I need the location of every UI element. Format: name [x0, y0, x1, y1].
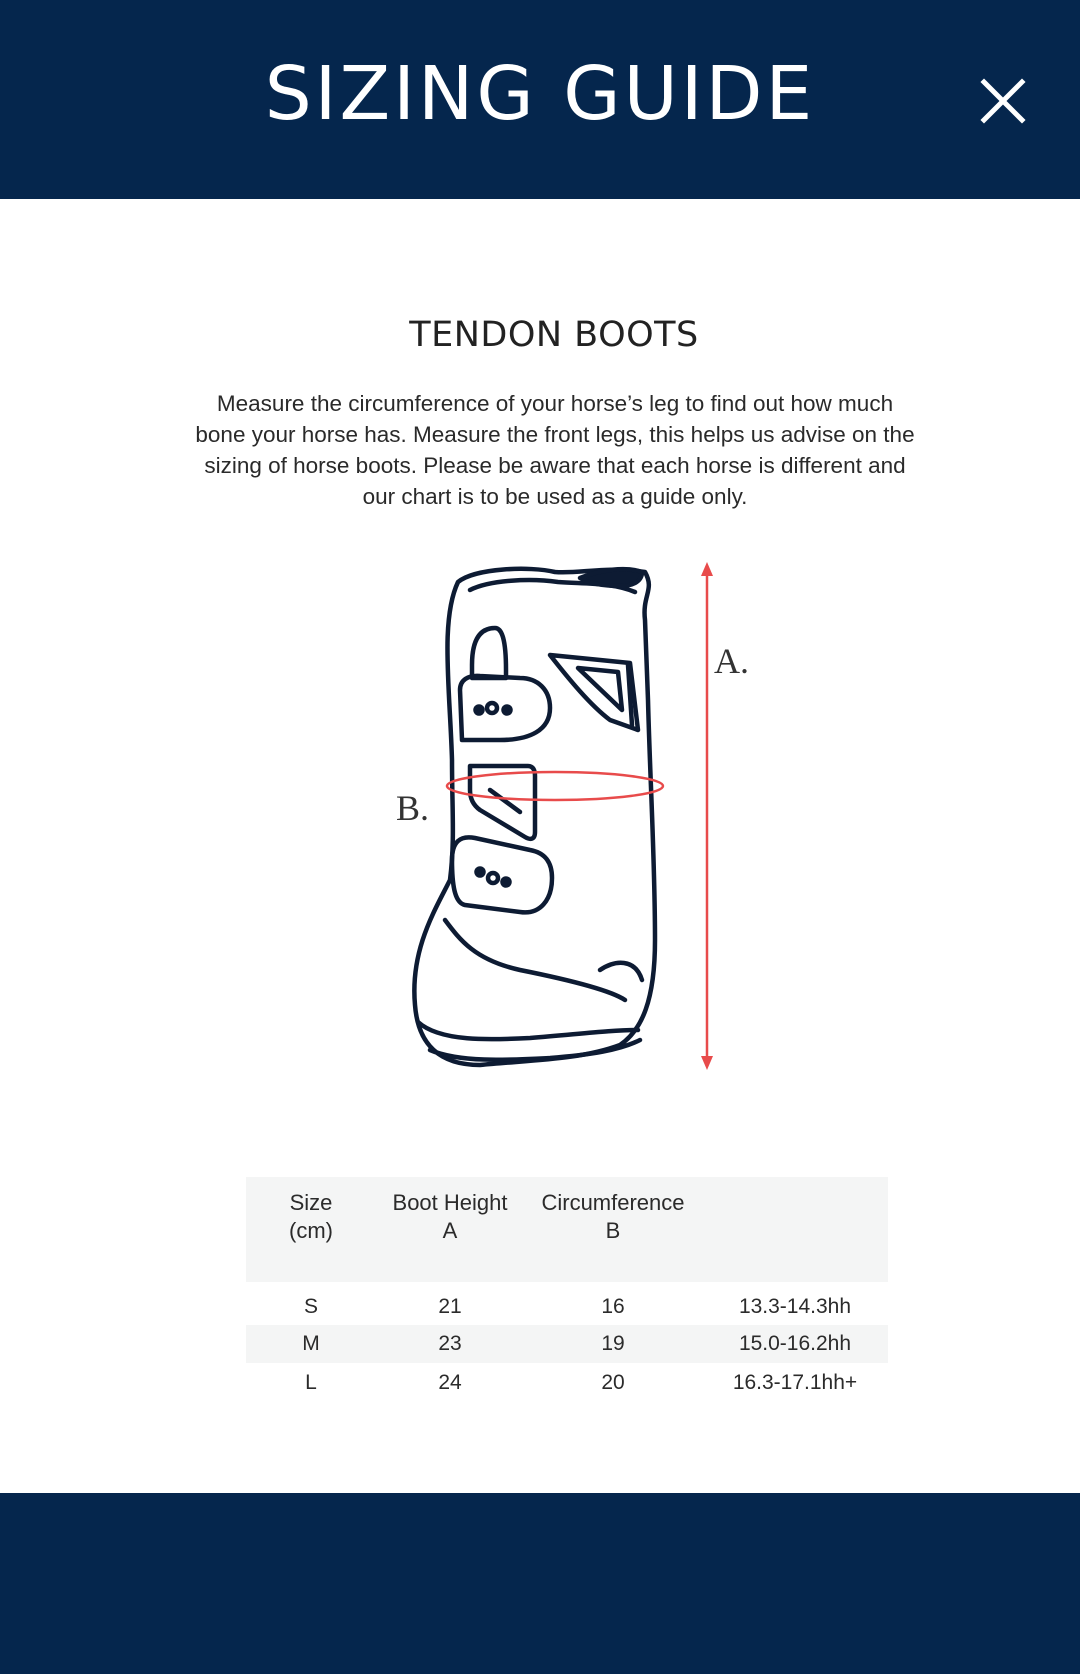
cell-size: M: [246, 1325, 376, 1363]
header-height-line2: A: [442, 1218, 458, 1243]
boot-sole-2: [430, 1040, 640, 1060]
heel-curve: [445, 920, 625, 1000]
circumference-ring: [447, 772, 663, 800]
upper-window: [472, 628, 506, 678]
page-title: SIZING GUIDE: [264, 51, 816, 137]
tendon-boot-illustration: [380, 560, 760, 1140]
table-row: [246, 1363, 888, 1403]
boot-sole-1: [418, 1022, 638, 1039]
cell-horse-size: 15.0-16.2hh: [702, 1325, 888, 1363]
cell-height: 24: [438, 1371, 462, 1394]
cell-height: 21: [438, 1294, 462, 1318]
cell-size: L: [305, 1371, 317, 1394]
tendon-boot-diagram: [380, 560, 760, 1140]
header-boot-height: [376, 1177, 524, 1282]
header-size: [246, 1177, 376, 1282]
cell-horse-size: 13.3-14.3hh: [738, 1294, 852, 1318]
header-bar: [0, 0, 1080, 199]
close-button[interactable]: [976, 74, 1030, 128]
intro-text: Measure the circumference of your horse’s leg to find out how much bone your horse has. Measure the front legs, this helps us advise on the sizing of horse boots. Please be aware that each horse is different and our chart is to be used as a guide only.: [195, 391, 915, 509]
size-table: [246, 1177, 888, 1403]
header-height-line1: Boot Height: [392, 1190, 508, 1215]
close-icon: [976, 74, 1030, 128]
header-size-line1: Size: [289, 1190, 333, 1215]
table-row: [246, 1325, 888, 1363]
arrow-head-top: [701, 562, 713, 576]
upper-buckle: [550, 655, 638, 730]
cell-size: S: [303, 1294, 318, 1318]
header-horse-size: [702, 1177, 888, 1282]
cell-horse-size: 16.3-17.1hh+: [732, 1371, 858, 1394]
lower-strap: [452, 837, 552, 912]
table-header-row: [246, 1177, 888, 1282]
header-size-line2: (cm): [289, 1218, 333, 1243]
cell-circumference: 16: [601, 1294, 625, 1318]
cell-circumference: 19: [524, 1325, 702, 1363]
table-row: [246, 1282, 888, 1325]
cell-height: 23: [376, 1325, 524, 1363]
header-circ-line2: B: [605, 1218, 621, 1243]
label-b: B.: [396, 788, 430, 828]
cell-circumference: 20: [601, 1371, 625, 1394]
label-a: A.: [714, 641, 749, 681]
header-circ-line1: Circumference: [541, 1190, 685, 1215]
header-circumference: [524, 1177, 702, 1282]
footer-bar: [0, 1493, 1080, 1674]
arrow-head-bottom: [701, 1056, 713, 1070]
section-title: TENDON BOOTS: [409, 315, 699, 355]
